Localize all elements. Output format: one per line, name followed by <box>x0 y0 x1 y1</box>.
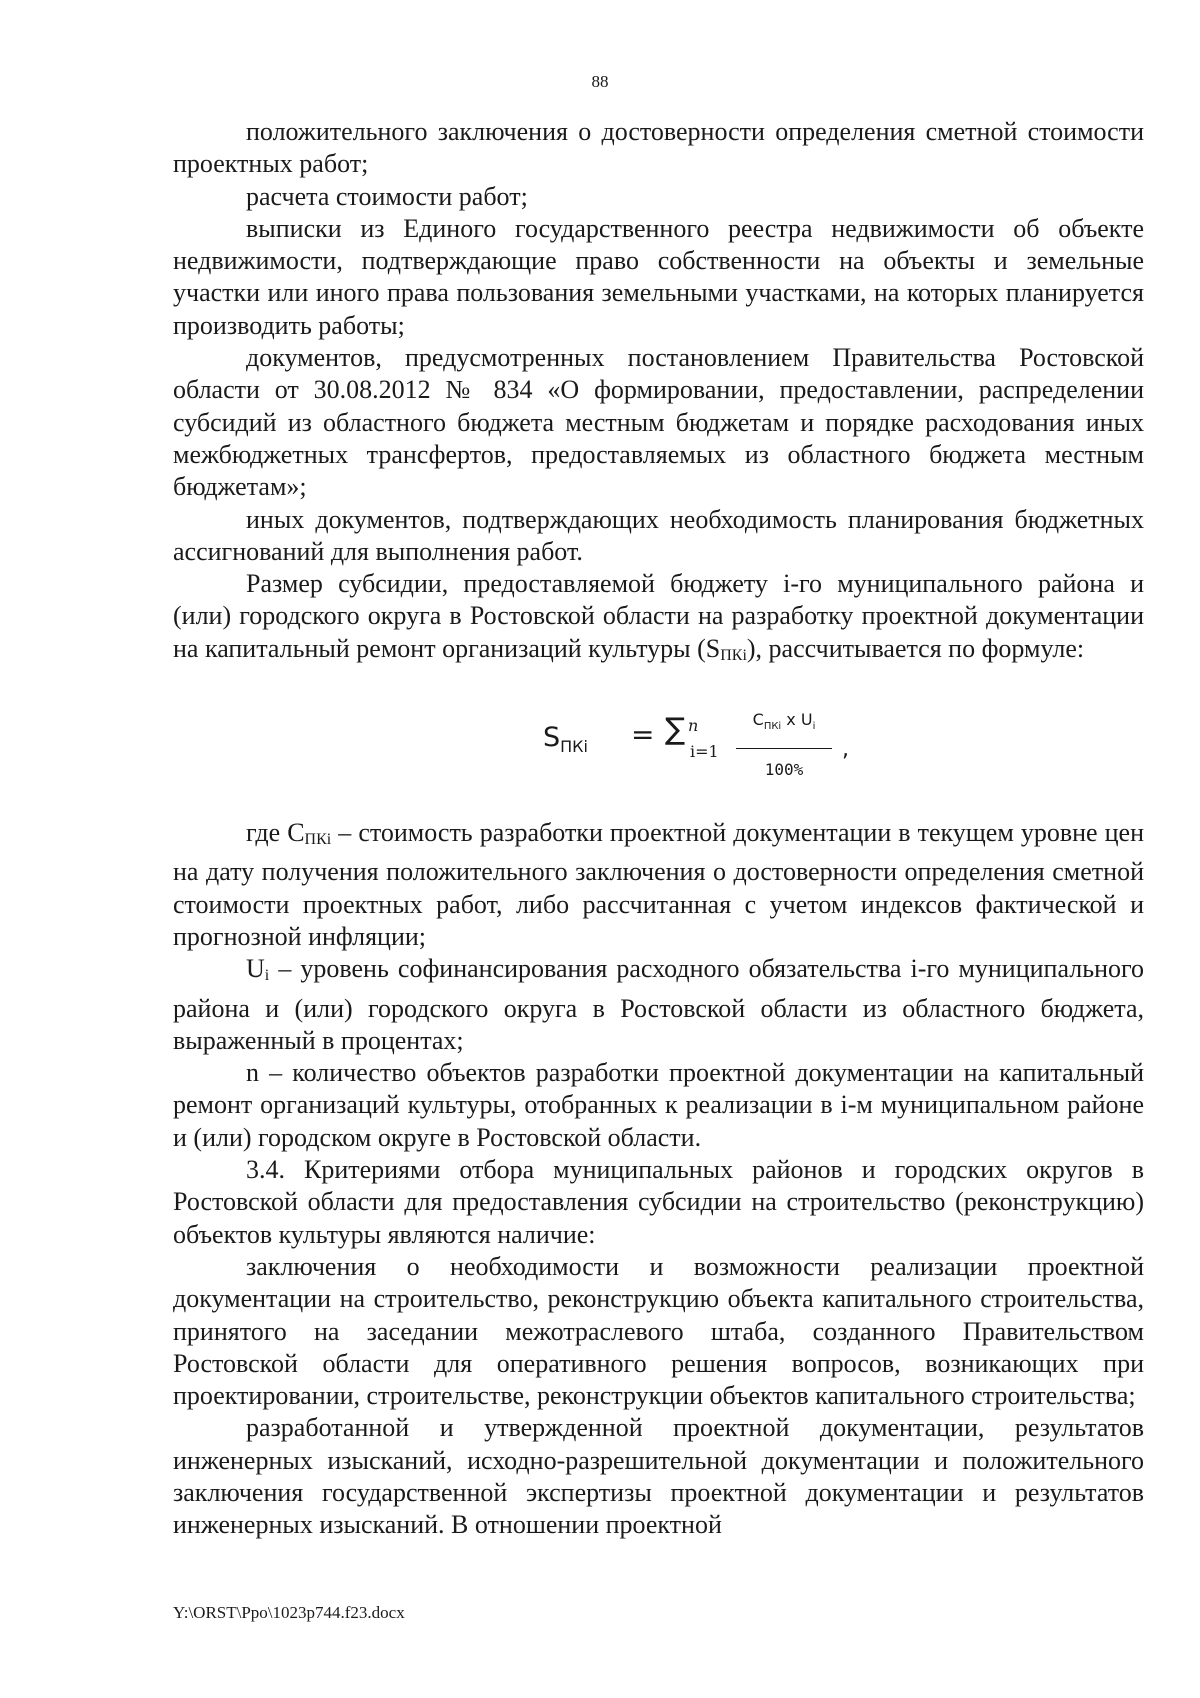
formula-denominator: 100% <box>764 759 804 779</box>
formula-comma: , <box>842 737 849 763</box>
paragraph-8-subscript: i <box>264 967 270 985</box>
footer-file-path: Y:\ORST\Ppo\1023p744.f23.docx <box>173 1603 405 1622</box>
paragraph-6-text: Размер субсидии, предоставляемой бюджету i-го муниципального района и (или) городского округа в Ростовской области на разработку проектной документации на капитальный ремонт организаций культуры (S <box>173 569 1144 663</box>
paragraph-7-text: где С <box>246 818 305 848</box>
paragraph-3: выписки из Единого государственного реестра недвижимости об объекте недвижимости, подтверждающие право собственности на объекты и земельные участки или иного права пользования земельными участками, на которых планируется производить работы; <box>173 213 1144 340</box>
formula-sum-upper-limit: n <box>688 716 699 736</box>
formula-numerator-rate-subscript: i <box>812 721 816 733</box>
formula-equals: = <box>631 718 655 752</box>
paragraph-4: документов, предусмотренных постановлением Правительства Ростовской области от 30.08.2012 № 834 «О формировании, предоставлении, распределении субсидий из областного бюджета местным бюджетам и порядке расходования иных межбюджетных трансфертов, предоставляемых из областного бюджета местным бюджетам»; <box>173 343 1144 502</box>
formula-numerator-cost: C <box>752 710 764 730</box>
paragraph-11: заключения о необходимости и возможности реализации проектной документации на строительство, реконструкцию объекта капитального строительства, принятого на заседании межотраслевого штаба, созданного Правительством Ростовской области для оперативного решения вопросов, возникающих при проектировании, строительстве, реконструкции объектов капитального строительства; <box>173 1251 1144 1411</box>
paragraph-9: n – количество объектов разработки проектной документации на капитальный ремонт организаций культуры, отобранных к реализации в i-м муниципальном районе и (или) городском округе в Ростовской области. <box>173 1058 1144 1152</box>
paragraph-8 <box>173 953 1144 1057</box>
paragraph-12: разработанной и утвержденной проектной документации, результатов инженерных изысканий, исходно-разрешительной документации и положительного заключения государственной экспертизы проектной документации и результатов инженерных изысканий. В отношении проектной <box>173 1413 1144 1540</box>
paragraph-8-tail: – уровень софинансирования расходного обязательства i-го муниципального района и (или) городского округа в Ростовской области из областного бюджета, выраженный в процентах; <box>173 954 1144 1055</box>
formula <box>173 672 1144 817</box>
paragraph-2: расчета стоимости работ; <box>246 181 528 211</box>
formula-numerator <box>736 704 832 748</box>
paragraph-10: 3.4. Критериями отбора муниципальных районов и городских округов в Ростовской области для предоставления субсидии на строительство (реконструкцию) объектов культуры являются наличие: <box>173 1155 1144 1249</box>
paragraph-1: положительного заключения о достоверности определения сметной стоимости проектных работ; <box>173 117 1144 179</box>
formula-lhs <box>543 722 588 763</box>
paragraph-6-tail: ), рассчитывается по формуле: <box>746 633 1085 663</box>
formula-sum-sign: ∑ <box>665 712 686 748</box>
paragraph-7 <box>173 817 1144 953</box>
formula-fraction <box>736 704 832 786</box>
formula-numerator-rate: x U <box>781 710 813 730</box>
formula-numerator-cost-subscript: ПКi <box>763 721 782 733</box>
paragraph-7-subscript: ПКi <box>304 831 332 849</box>
formula-sum-lower-limit: i=1 <box>690 742 719 762</box>
document-body <box>173 116 1144 1542</box>
paragraph-6 <box>173 568 1144 672</box>
paragraph-5: иных документов, подтверждающих необходимость планирования бюджетных ассигнований для выполнения работ. <box>173 504 1144 566</box>
paragraph-6-subscript: ПКi <box>720 646 747 664</box>
page-number: 88 <box>591 72 609 91</box>
formula-lhs-subscript: ПКi <box>560 737 588 757</box>
paragraph-8-text: U <box>246 954 265 984</box>
formula-lhs-symbol: S <box>543 722 561 754</box>
paragraph-7-tail: – стоимость разработки проектной документации в текущем уровне цен на дату получения положительного заключения о достоверности определения сметной стоимости проектных работ, либо рассчитанная с учетом индексов фактической и прогнозной инфляции; <box>173 818 1144 951</box>
